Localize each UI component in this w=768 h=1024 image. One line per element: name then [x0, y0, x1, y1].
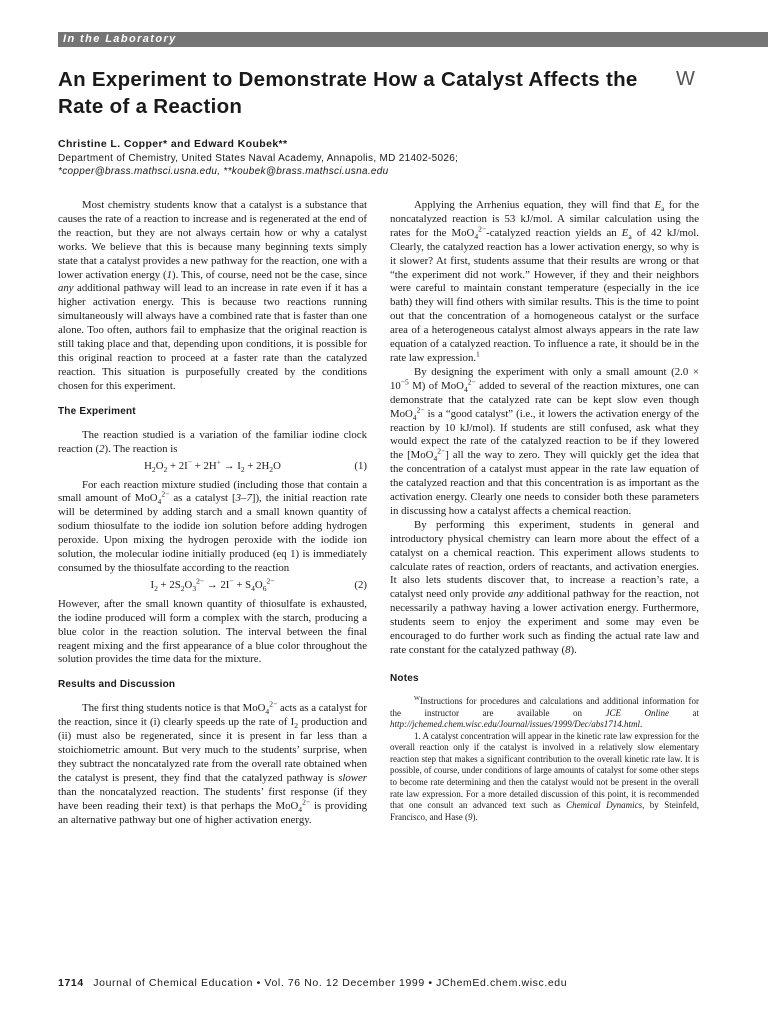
- note-web: $^W$Instructions for procedures and calculations and additional information for the instructor are available on JCE Online at http://jchemed.chem.wisc.edu/Journal/issues/1999/Dec/abs1714.html.: [390, 694, 699, 730]
- conclusion-paragraph: By performing this experiment, students in general and introductory physical chemistry can learn more about the effect of a catalyst on a chemical reaction. This experiment allows students to calculate rates of reaction, orders of reactants, and activation energies. It also lets students discover that, to increase a reaction’s rate, a catalyst need only provide any additional pathway for the reaction, not necessarily a pathway having a lower activation energy. Furthermore, students seem to enjoy the experiment and some may even be encouraged to do further work such as finding the actual rate law and rate constant for the catalyzed pathway (8).: [390, 518, 699, 656]
- journal-name: Journal of Chemical Education: [93, 977, 254, 989]
- notes-section: [390, 696, 699, 824]
- page-footer: 1714 Journal of Chemical Education • Vol. 76 No. 12 December 1999 • JChemEd.chem.wisc.edu: [58, 977, 568, 989]
- section-header-bar: [58, 32, 768, 47]
- left-column: [58, 199, 367, 828]
- note-1: 1. A catalyst concentration will appear in the kinetic rate law expression for the overall reaction only if the catalyst is involved in a relatively slow elementary reaction step that makes a significant contribution to the overall kinetic rate law. It is possible, of course, under conditions of large amounts of catalyst for some other steps to become rate determining and then the catalyst would not be present in the overall rate law expression. For a more detailed discussion of this point, it is recommended that one consult an advanced text such as Chemical Dynamics, by Steinfeld, Francisco, and Hase (9).: [390, 730, 700, 822]
- equation-number: (2): [354, 578, 367, 591]
- design-paragraph: By designing the experiment with only a small amount ($2.0 \times 10^{-5}$ M) of MoO$_4^{2-}$ added to several of the reaction mixtures, one can demonstrate that the catalyzed rate can be kept slow even though MoO$_4^{2-}$ is a “good catalyst” (i.e., it lowers the activation energy of the reaction by 10 kJ/mol). If students are still confused, ask what they would expect the rate of the catalyzed reaction to be if they lowered the [MoO$_4^{2-}$] all the way to zero. They will quickly get the idea that the concentration of a catalyst must appear in the rate law equation of the catalyzed reaction and that this concentration is as important as the activation energy. Clearly one needs to consider both these parameters in discussing how a catalyst affects a chemical reaction.: [390, 365, 700, 517]
- web-supplement-mark: W: [676, 68, 695, 90]
- page-number: 1714: [58, 977, 84, 989]
- right-column: [390, 199, 699, 823]
- equation-2: $I_2 + 2S_2O_3^{2-} \to 2I^- + S_4O_6^{2-}$ (2): [150, 576, 367, 593]
- equation-number: (1): [354, 459, 367, 472]
- section-label: In the Laboratory: [63, 33, 177, 45]
- results-paragraph: The first thing students notice is that MoO$_4^{2-}$ acts as a catalyst for the reaction, since it (i) clearly speeds up the rate of $I_2$ production and (ii) must also be regenerated, since it is present in far less than a stoichiometric amount. But very much to the students’ surprise, when they subtract the noncatalyzed rate from the overall rate obtained when the catalyst is present, they find that the catalyzed pathway is slower than the noncatalyzed reaction. The students’ first response (if they have been reading their text) is that perhaps the MoO$_4^{2-}$ is providing an alternative pathway but one of higher activation energy.: [58, 699, 367, 826]
- experiment-paragraph-3: However, after the small known quantity of thiosulfate is exhausted, the iodine produced will form a complex with the starch, producing a blue color in the reaction solution. The interval between the final reagent mixing and the first appearance of a blue color throughout the solution provides the time data for the mixture.: [58, 597, 367, 666]
- intro-paragraph: Most chemistry students know that a catalyst is a substance that causes the rate of a reaction to increase and is regenerated at the end of the reaction, but they are not always certain how or why a catalyst works. We believe that this is because many beginning texts simply state that a catalyst provides a new pathway for the reaction, one with a lower activation energy (1). This, of course, need not be the case, since any additional pathway will lead to an increase in rate even if it has a higher activation energy. This is because two reactions running simultaneously will always have a combined rate that is faster than one alone. Too often, authors fail to emphasize that the original reaction is still taking place and that, depending upon conditions, it is possible for this original reaction to proceed at a faster rate than the catalyzed reaction. This situation is purposefully created by the conditions chosen for this experiment.: [58, 199, 367, 392]
- results-heading: Results and Discussion: [58, 679, 176, 691]
- supplement-url-link[interactable]: http://jchemed.chem.wisc.edu/Journal/issues/1999/Dec/abs1714.html: [390, 719, 640, 730]
- authors: Christine L. Copper* and Edward Koubek**: [58, 138, 288, 150]
- equation-1: $H_2O_2 + 2I^- + 2H^+ \to I_2 + 2H_2O$ (1): [144, 456, 367, 474]
- article-title: An Experiment to Demonstrate How a Catalyst Affects the Rate of a Reaction: [58, 68, 638, 118]
- experiment-paragraph-2: For each reaction mixture studied (including those that contain a small amount of MoO$_4^{2-}$ as a catalyst [3–7]), the initial reaction rate will be determined by adding starch and a small known quantity of sodium thiosulfate to the iodide ion solution before adding hydrogen peroxide. Upon mixing the hydrogen peroxide with the iodide ion solution, the molecular iodine initially produced (eq 1) is immediately consumed by the thiosulfate according to the reaction: [58, 478, 368, 574]
- journal-website: JChemEd.chem.wisc.edu: [436, 977, 568, 989]
- experiment-paragraph-1: The reaction studied is a variation of the familiar iodine clock reaction (2). The reaction is: [58, 428, 367, 455]
- experiment-heading: The Experiment: [58, 405, 136, 417]
- affiliation: Department of Chemistry, United States Naval Academy, Annapolis, MD 21402-5026;: [58, 153, 459, 164]
- notes-heading: Notes: [390, 672, 419, 684]
- author-emails: *copper@brass.mathsci.usna.edu, **koubek@brass.mathsci.usna.edu: [58, 166, 389, 177]
- volume-info: Vol. 76 No. 12 December 1999: [264, 977, 425, 989]
- arrhenius-paragraph: Applying the Arrhenius equation, they will find that $E_a$ for the noncatalyzed reaction is 53 kJ/mol. A similar calculation using the rates for the MoO$_4^{2-}$-catalyzed reaction yields an $E_a$ of 42 kJ/mol. Clearly, the catalyzed reaction has a lower activation energy, so why is it slower? At first, students assume that their results are wrong or that “the experiment did not work.” However, if they and their neighbors were careful to maintain constant temperature (especially in the ice bath) they will find others with similar results. This is the time to point out that the concentration of a homogeneous catalyst or the surface area of a heterogeneous catalyst almost always appears in the rate law equation of a catalyzed reaction. To influence a rate, it should be in the rate law expression.$^1$: [390, 199, 699, 364]
